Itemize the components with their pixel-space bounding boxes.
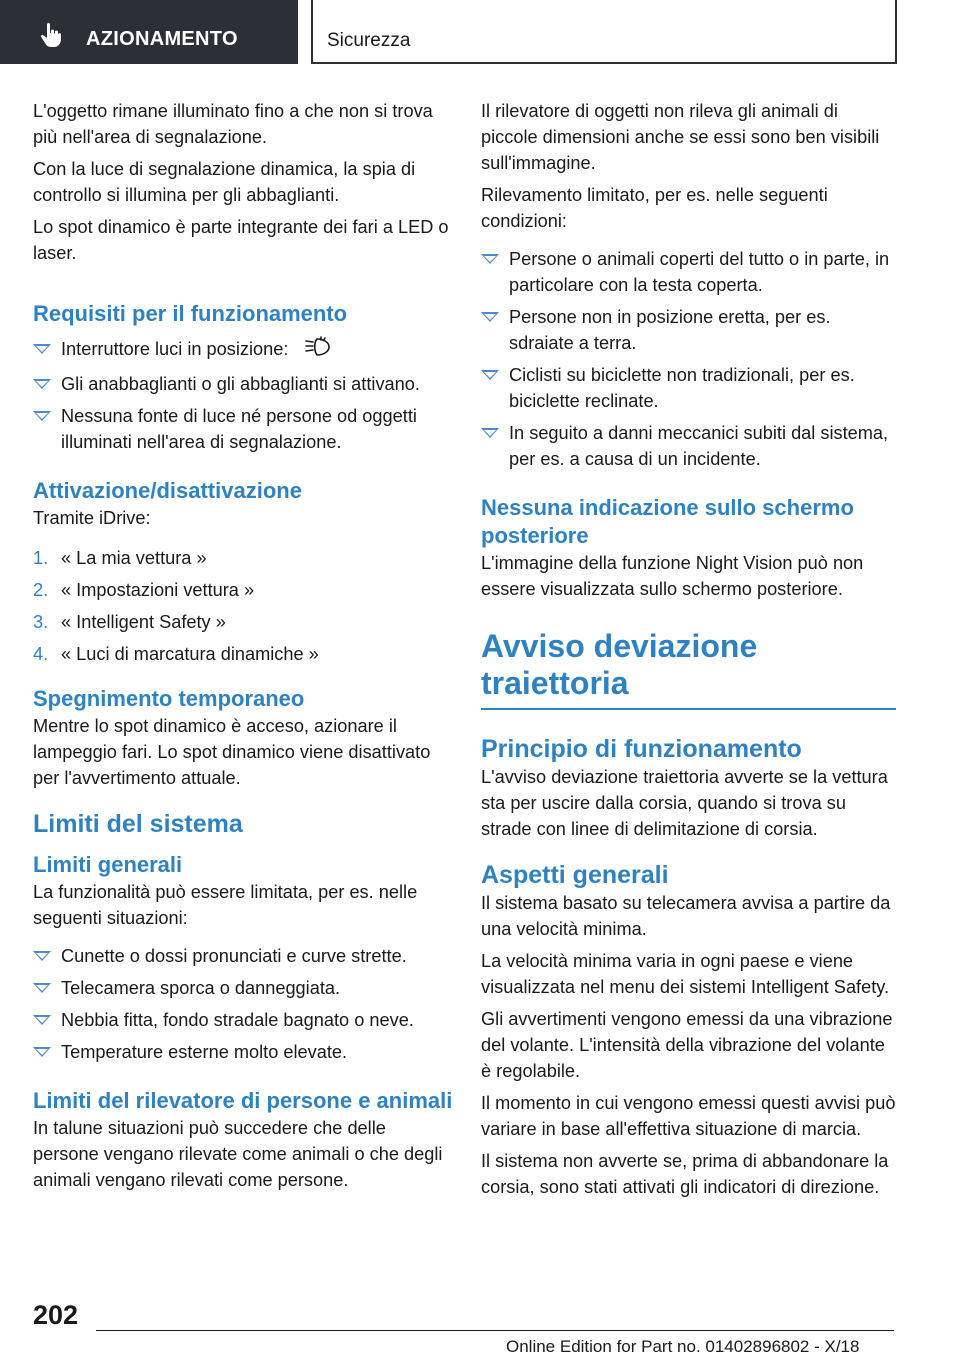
requirements-list [33, 336, 453, 455]
list-item: Ciclisti su biciclette non tradizionali, per es. biciclette reclinate. [481, 362, 896, 414]
chapter-box [311, 0, 897, 64]
paragraph: L'oggetto rimane illuminato fino a che non si trova più nell'area di segnalazione. [33, 101, 433, 147]
heading-temporary-off: Spegnimento temporaneo [33, 686, 305, 711]
triangle-bullet-icon [33, 1047, 51, 1057]
left-column [33, 98, 453, 1199]
section-title: AZIONAMENTO [86, 28, 238, 50]
triangle-bullet-icon [33, 344, 51, 354]
paragraph: La funzionalità può essere limitata, per es. nelle seguenti situazioni: [33, 882, 418, 928]
triangle-bullet-icon [33, 983, 51, 993]
page-number: 202 [33, 1300, 79, 1330]
paragraph: Il sistema basato su telecamera avvisa a partire da una velocità minima. [481, 893, 891, 939]
paragraph: Gli avvertimenti vengono emessi da una vibrazione del volante. L'intensità della vibrazione del volante è regolabile. [481, 1009, 893, 1081]
paragraph: Il sistema non avverte se, prima di abbandonare la corsia, sono stati attivati gli indicatori di direzione. [481, 1151, 889, 1197]
triangle-bullet-icon [481, 254, 499, 264]
step-item: 1. « La mia vettura » [33, 548, 207, 568]
paragraph: Tramite iDrive: [33, 508, 151, 528]
general-limits-list [33, 943, 453, 1065]
list-item: Persone o animali coperti del tutto o in parte, in particolare con la testa coperta. [481, 246, 896, 298]
triangle-bullet-icon [33, 411, 51, 421]
heading-general-aspects: Aspetti generali [481, 861, 669, 889]
paragraph: Lo spot dinamico è parte integrante dei fari a LED o laser. [33, 217, 449, 263]
paragraph: L'immagine della funzione Night Vision può non essere visualizzata sullo schermo posteriore. [481, 553, 864, 599]
triangle-bullet-icon [33, 951, 51, 961]
section-tab [0, 0, 298, 64]
heading-detector-limits: Limiti del rilevatore di persone e animali [33, 1088, 453, 1113]
headlight-switch-icon [304, 336, 332, 365]
list-item: Telecamera sporca o danneggiata. [33, 975, 453, 1001]
list-item: Gli anabbaglianti o gli abbaglianti si attivano. [33, 371, 453, 397]
paragraph: L'avviso deviazione traiettoria avverte se la vettura sta per uscire dalla corsia, quando si trova su strade con linee di delimitazione di corsia. [481, 767, 888, 839]
hand-pointer-icon [40, 22, 62, 53]
paragraph: In talune situazioni può succedere che delle persone vengano rilevate come animali o che degli animali vengano rilevati come persone. [33, 1118, 443, 1190]
triangle-bullet-icon [33, 1015, 51, 1025]
triangle-bullet-icon [481, 370, 499, 380]
paragraph: La velocità minima varia in ogni paese e viene visualizzata nel menu dei sistemi Intelligent Safety. [481, 951, 890, 997]
triangle-bullet-icon [481, 428, 499, 438]
triangle-bullet-icon [481, 312, 499, 322]
list-item: Persone non in posizione eretta, per es. sdraiate a terra. [481, 304, 896, 356]
heading-activation: Attivazione/disattivazione [33, 478, 302, 503]
detection-limits-list [481, 246, 896, 472]
activation-steps [33, 545, 453, 667]
paragraph: Con la luce di segnalazione dinamica, la spia di controllo si illumina per gli abbaglianti. [33, 159, 416, 205]
triangle-bullet-icon [33, 379, 51, 389]
step-item: 2. « Impostazioni vettura » [33, 580, 255, 600]
paragraph: Il momento in cui vengono emessi questi avvisi può variare in base all'effettiva situazione di marcia. [481, 1093, 896, 1139]
right-column [481, 98, 896, 1206]
chapter-title: Sicurezza [327, 30, 411, 51]
list-item: Nessuna fonte di luce né persone od oggetti illuminati nell'area di segnalazione. [33, 403, 453, 455]
step-item: 3. « Intelligent Safety » [33, 612, 226, 632]
step-item: 4. « Luci di marcatura dinamiche » [33, 644, 319, 664]
heading-general-limits: Limiti generali [33, 852, 183, 877]
heading-requirements: Requisiti per il funzionamento [33, 301, 348, 326]
list-item: Temperature esterne molto elevate. [33, 1039, 453, 1065]
edition-note: Online Edition for Part no. 01402896802 - X/18 [506, 1337, 860, 1356]
paragraph: Mentre lo spot dinamico è acceso, azionare il lampeggio fari. Lo spot dinamico viene disattivato per l'avvertimento attuale. [33, 716, 431, 788]
heading-system-limits: Limiti del sistema [33, 810, 243, 838]
paragraph: Rilevamento limitato, per es. nelle seguenti condizioni: [481, 185, 828, 231]
heading-lane-departure: Avviso deviazione traiettoria [481, 628, 758, 701]
footer-rule [96, 1330, 894, 1331]
list-item: Nebbia fitta, fondo stradale bagnato o neve. [33, 1007, 453, 1033]
heading-principle: Principio di funzionamento [481, 735, 802, 763]
list-item: In seguito a danni meccanici subiti dal sistema, per es. a causa di un incidente. [481, 420, 896, 472]
list-item: Cunette o dossi pronunciati e curve strette. [33, 943, 453, 969]
heading-rear-screen: Nessuna indicazione sullo schermo posteriore [481, 495, 854, 548]
paragraph: Il rilevatore di oggetti non rileva gli animali di piccole dimensioni anche se essi sono ben visibili sull'immagine. [481, 101, 880, 173]
list-item: Interruttore luci in posizione: [33, 336, 453, 365]
